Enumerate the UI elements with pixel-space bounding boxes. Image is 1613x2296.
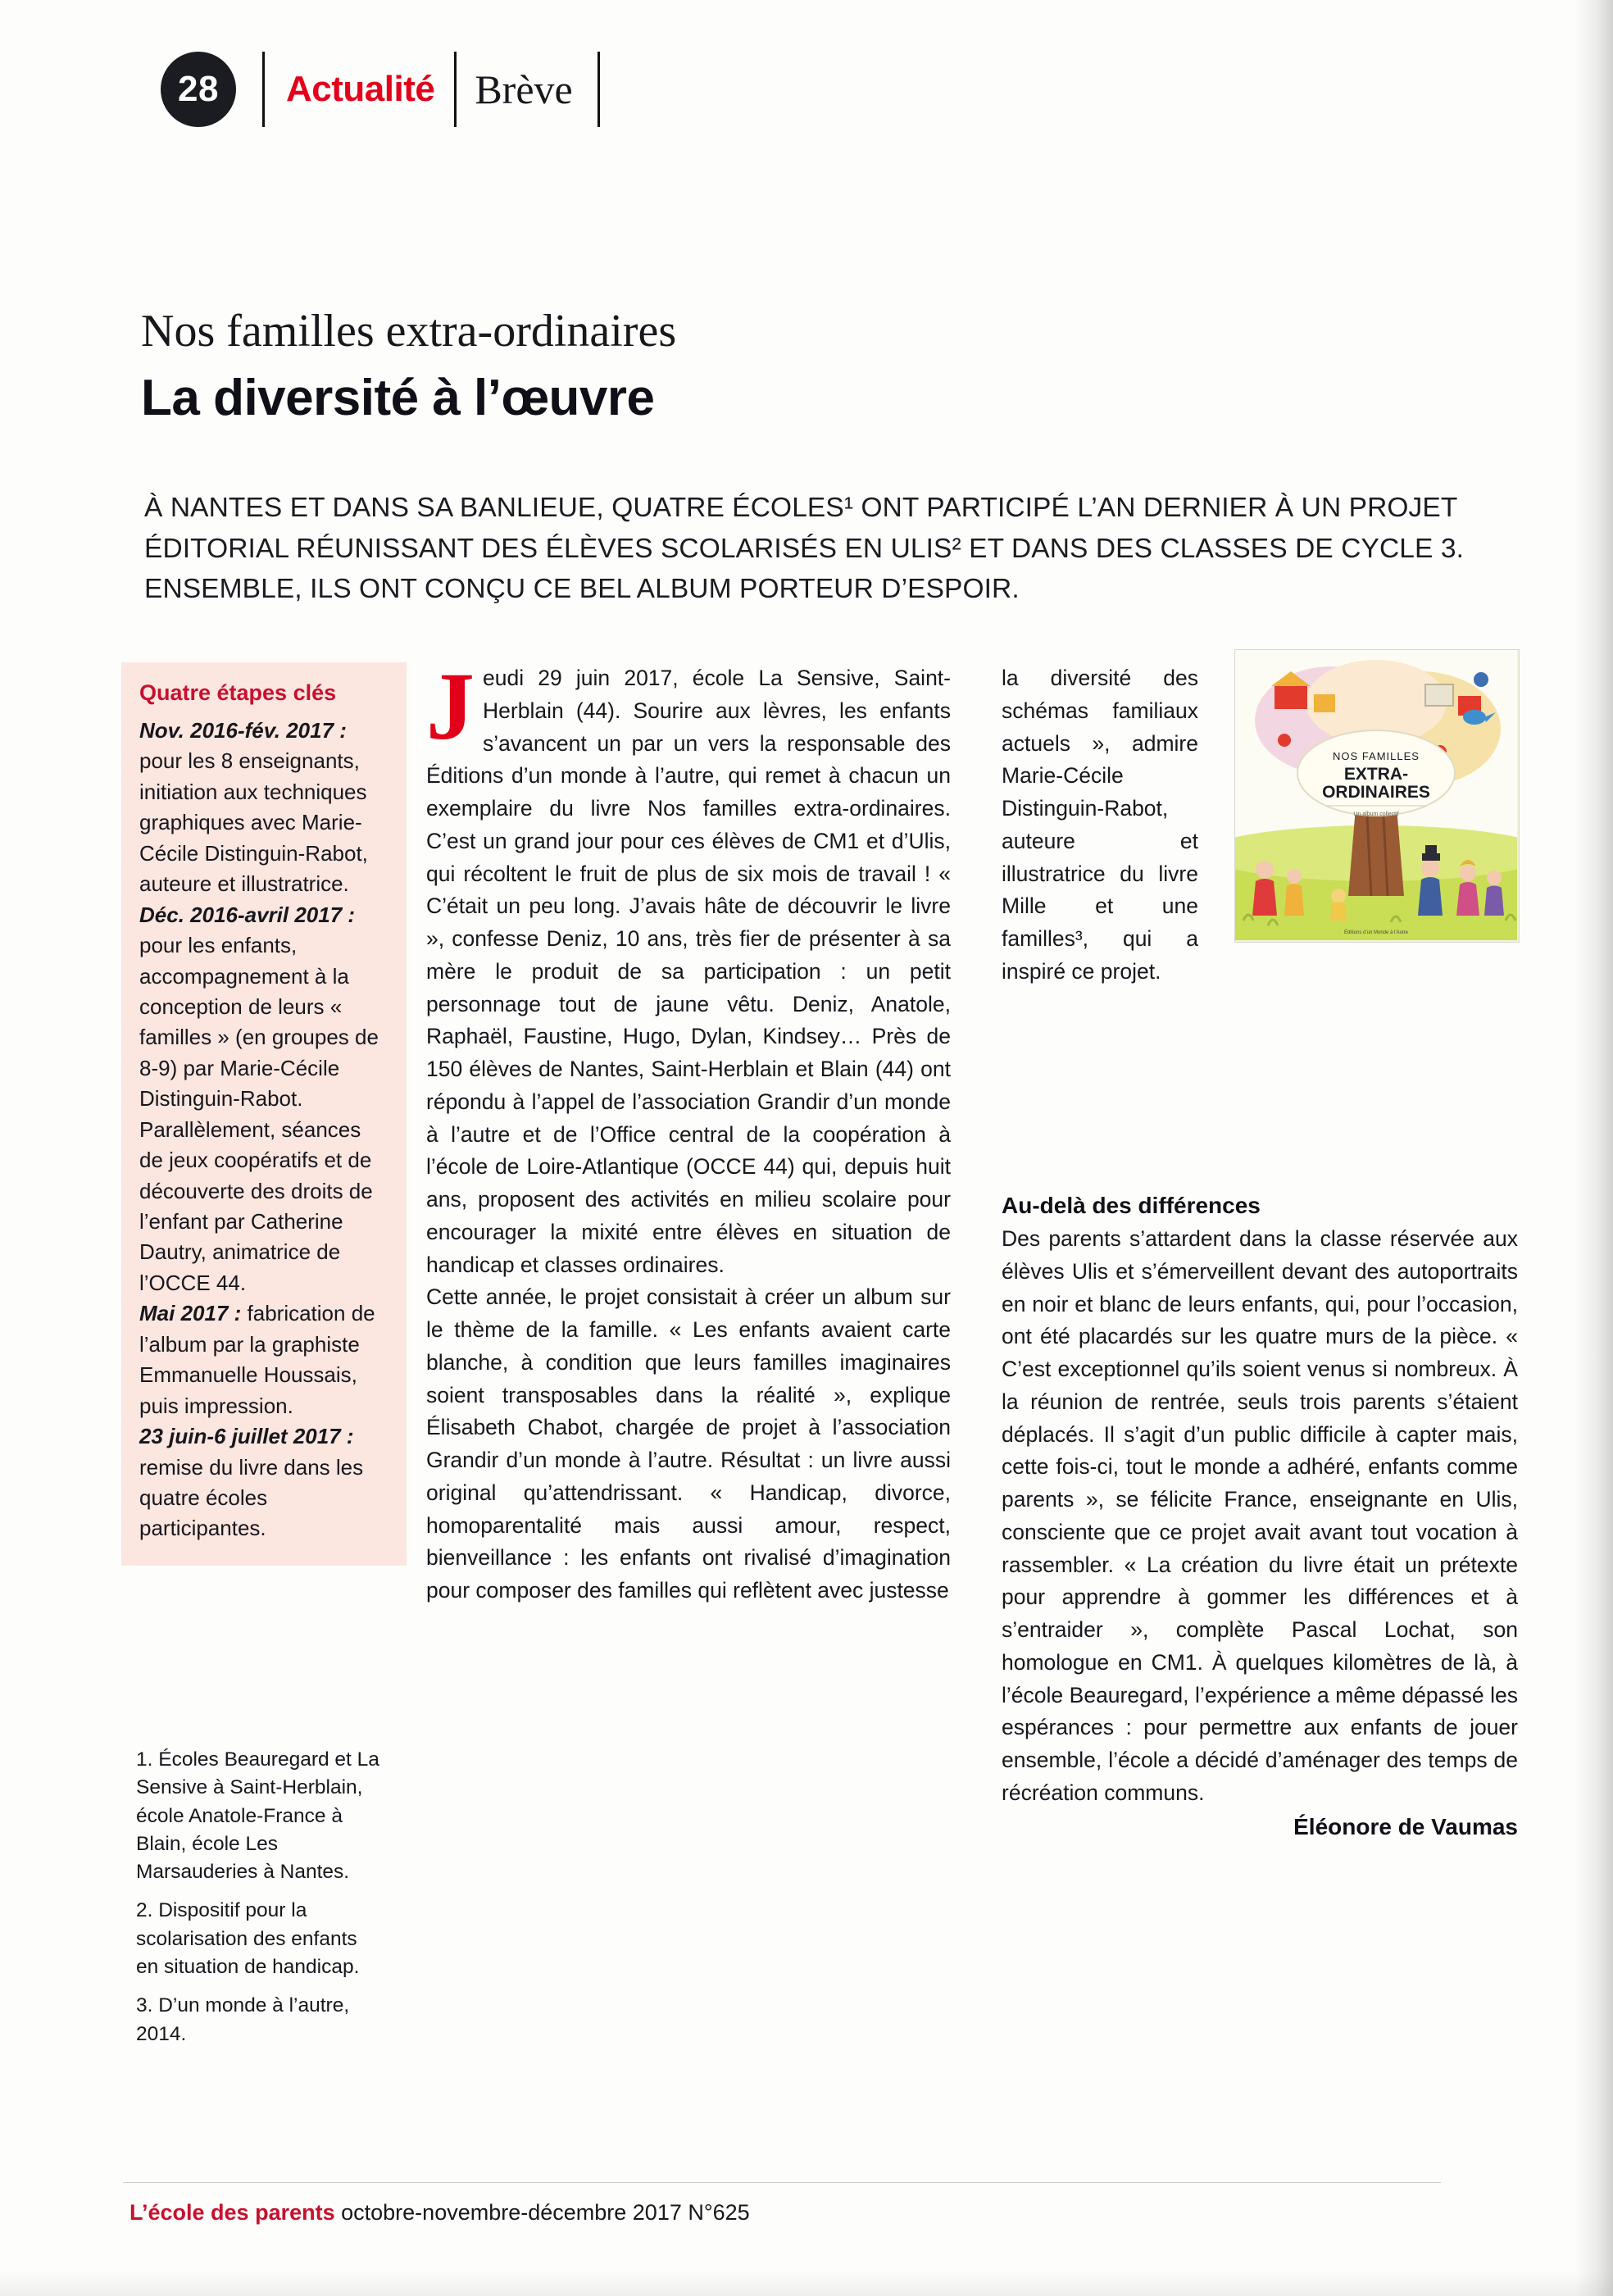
- article-column-two-top: [1002, 662, 1198, 989]
- sidebar-step-item: [139, 1421, 390, 1544]
- cover-credit: Éditions d’un Monde à l’Autre: [1343, 930, 1409, 935]
- sub-rubrique-label: Brève: [475, 66, 573, 112]
- footnote-item: 3. D’un monde à l’autre, 2014.: [136, 1994, 350, 2045]
- sidebar-step-period: Mai 2017 :: [139, 1301, 242, 1326]
- sidebar-step-period: Nov. 2016-fév. 2017 :: [139, 718, 347, 743]
- footer-divider: [123, 2182, 1441, 2183]
- sidebar-step-text: pour les 8 enseignants, initiation aux techniques graphiques avec Marie-Cécile Distinguin-Rabot, auteure et illustratrice.: [139, 748, 368, 897]
- article-paragraph: Cette année, le projet consistait à créer un album sur le thème de la famille. « Les enfants avaient carte blanche, à condition que leurs familles imaginaires soient transposables dans la réalité », explique Élisabeth Chabot, chargée de projet à l’association Grandir d’un monde à l’autre. Résultat : un livre aussi original qu’attendrissant. « Handicap, divorce, homoparentalité mais aussi amour, respect, bienveillance : les enfants ont rivalisé d’imagination pour composer des familles qui reflètent avec justesse: [426, 1284, 951, 1603]
- rubrique-label: Actualité: [286, 69, 435, 109]
- page-title: La diversité à l’œuvre: [141, 369, 655, 426]
- page-number-badge: 28: [161, 52, 236, 127]
- magazine-name: L’école des parents: [129, 2200, 335, 2225]
- article-paragraph: eudi 29 juin 2017, école La Sensive, Saint-Herblain (44). Sourire aux lèvres, les enfants s’avancent un par un vers la responsable des Éditions d’un monde à l’autre, qui remet à chacun un exemplaire du livre Nos familles extra-ordinaires. C’est un grand jour pour ces élèves de CM1 et d’Ulis, qui récoltent le fruit de plus de six mois de travail ! « C’était un peu long. J’avais hâte de découvrir le livre », confesse Deniz, 10 ans, très fier de présenter à sa mère le produit de sa participation : un petit personnage tout de jaune vêtu. Deniz, Anatole, Raphaël, Faustine, Hugo, Dylan, Kindsey… Près de 150 élèves de Nantes, Saint-Herblain et Blain (44) ont répondu à l’appel de l’association Grandir d’un monde à l’autre et de l’Office central de la coopération à l’école de Loire-Atlantique (OCCE 44) qui, depuis huit ans, proposent des activités en milieu scolaire pour encourager la mixité entre élèves en situation de handicap et classes ordinaires.: [426, 666, 951, 1277]
- footnote-item: 1. Écoles Beauregard et La Sensive à Saint-Herblain, école Anatole-France à Blain, école Les Marsauderies à Nantes.: [136, 1748, 379, 1884]
- drop-cap: J: [426, 652, 475, 760]
- header-divider-1: [262, 52, 265, 127]
- sidebar-step-text: pour les enfants, accompagnement à la conception de leurs « familles » (en groupes de 8-9) par Marie-Cécile Distinguin-Rabot. Parallèlement, séances de jeux coopératifs et de découverte des droits de l’enfant par Catherine Dautry, animatrice de l’OCCE 44.: [139, 933, 379, 1295]
- page-footer: [129, 2200, 750, 2226]
- book-cover-image: [1234, 649, 1520, 943]
- sidebar-step-text: fabrication de l’album par la graphiste Emmanuelle Houssais, puis impression.: [139, 1301, 375, 1418]
- sidebar-step-period: Déc. 2016-avril 2017 :: [139, 902, 356, 927]
- header-divider-3: [597, 52, 600, 127]
- article-column-one: [426, 652, 951, 1607]
- svg-text:ORDINAIRES: ORDINAIRES: [1322, 783, 1430, 802]
- scan-shadow-bottom: [0, 2271, 1613, 2296]
- sidebar-step-item: [139, 716, 390, 900]
- footnote-item: 2. Dispositif pour la scolarisation des enfants en situation de handicap.: [136, 1899, 360, 1979]
- issue-info: octobre-novembre-décembre 2017 N°625: [341, 2200, 750, 2225]
- svg-text:EXTRA-: EXTRA-: [1343, 765, 1409, 784]
- footnotes: [136, 1746, 382, 2059]
- sidebar-title: Quatre étapes clés: [139, 680, 337, 705]
- scan-shadow-right: [1575, 0, 1613, 2296]
- sidebar-step-item: [139, 900, 390, 1299]
- article-column-two: [1002, 1189, 1518, 1844]
- sidebar-step-text: remise du livre dans les quatre écoles participantes.: [139, 1454, 364, 1541]
- article-surtitle: Nos familles extra-ordinaires: [141, 306, 677, 357]
- article-paragraph: la diversité des schémas familiaux actuels », admire Marie-Cécile Distinguin-Rabot, auteure et illustratrice du livre Mille et une familles³, qui a inspiré ce projet.: [1002, 666, 1198, 984]
- article-chapo: À NANTES ET DANS SA BANLIEUE, QUATRE ÉCOLES¹ ONT PARTICIPÉ L’AN DERNIER À UN PROJET ÉDITORIAL RÉUNISSANT DES ÉLÈVES SCOLARISÉS EN ULIS² ET DANS DES CLASSES DE CYCLE 3. ENSEMBLE, ILS ONT CONÇU CE BEL ALBUM PORTEUR D’ESPOIR.: [144, 493, 1464, 605]
- article-byline: Éléonore de Vaumas: [1293, 1813, 1518, 1839]
- svg-text:Un album collectif: Un album collectif: [1353, 812, 1399, 817]
- svg-text:NOS FAMILLES: NOS FAMILLES: [1333, 750, 1420, 762]
- section-subheading: Au-delà des différences: [1002, 1193, 1261, 1218]
- title-block: [141, 307, 1485, 427]
- sidebar-step-item: [139, 1298, 390, 1421]
- article-paragraph: Des parents s’attardent dans la classe réservée aux élèves Ulis et s’émerveillent devant des autoportraits en noir et blanc de leurs enfants, qui, pour l’occasion, ont été placardés sur les quatre murs de la pièce. « C’est exceptionnel qu’ils soient venus si nombreux. À la réunion de rentrée, seuls trois parents s’étaient déplacés. Il s’agit d’un public difficile à capter mais, cette fois-ci, tout le monde a adhéré, enfants comme parents », se félicite France, enseignante en Ulis, consciente que ce projet avait avant tout vocation à rassembler. « La création du livre était un prétexte pour apprendre à gommer les différences et à s’entraider », complète Pascal Lochat, son homologue en CM1. À quelques kilomètres de là, à l’école Beauregard, l’expérience a même dépassé les espérances : pour permettre aux enfants de jouer ensemble, l’école a décidé d’aménager des temps de récréation communs.: [1002, 1226, 1518, 1805]
- sidebar-step-period: 23 juin-6 juillet 2017 :: [139, 1424, 354, 1449]
- sidebar-steps-box: [121, 662, 407, 1566]
- book-cover-illustration: [1235, 650, 1517, 940]
- page-header: [161, 51, 600, 128]
- header-divider-2: [454, 52, 457, 127]
